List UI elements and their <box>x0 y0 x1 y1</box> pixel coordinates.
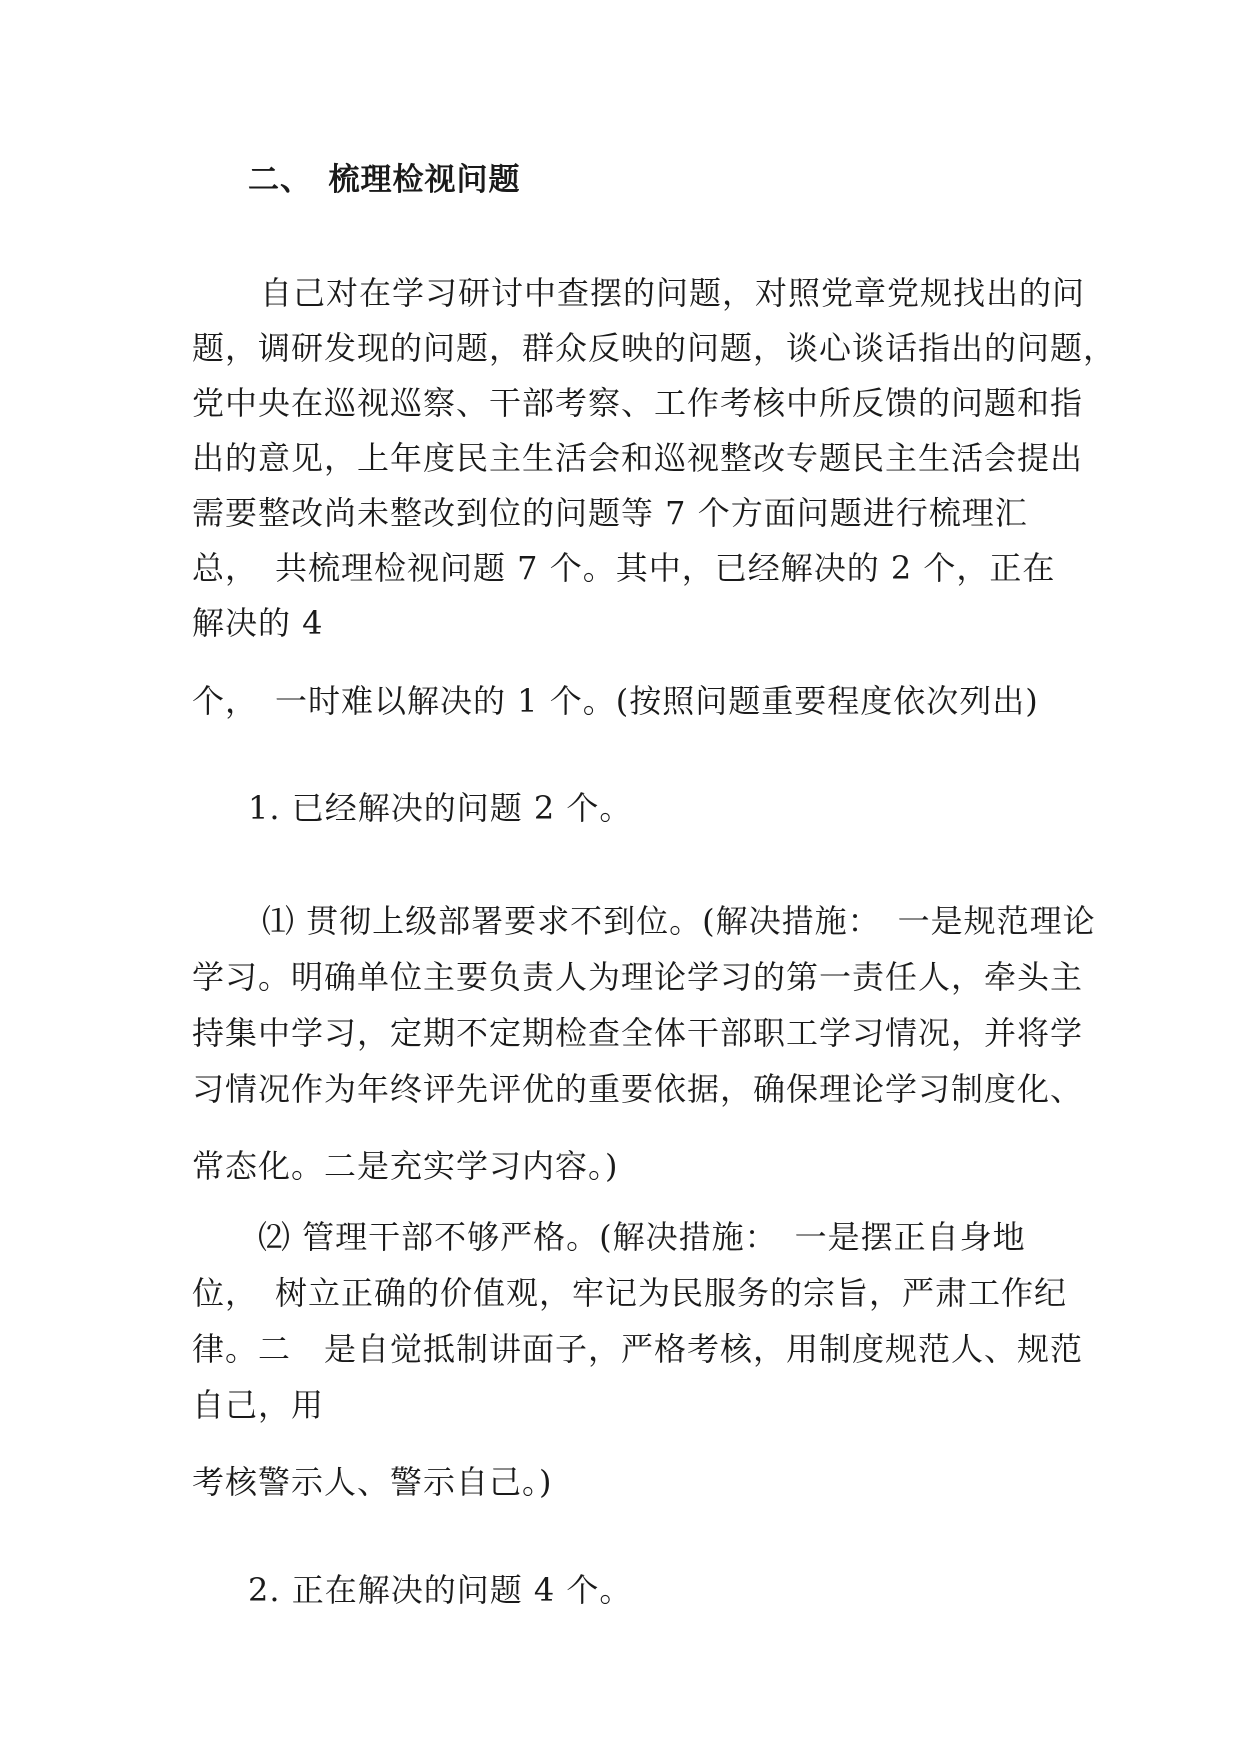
section-title: 二、 梳理检视问题 <box>248 162 521 198</box>
intro-line: 自己对在学习研讨中查摆的问题，对照党章党规找出的问 <box>260 274 1086 312</box>
item1-1-line: 学习。明确单位主要负责人为理论学习的第一责任人，牵头主 <box>192 958 1084 996</box>
item1-1-line: ⑴ 贯彻上级部署要求不到位。(解决措施： 一是规范理论 <box>262 902 1096 940</box>
item1-1-line: 持集中学习，定期不定期检查全体干部职工学习情况，并将学 <box>192 1014 1084 1052</box>
intro-line: 个， 一时难以解决的 1 个。(按照问题重要程度依次列出) <box>192 682 1039 720</box>
intro-line: 需要整改尚未整改到位的问题等 7 个方面问题进行梳理汇 <box>192 494 1028 532</box>
item1-2-line: 考核警示人、警示自己。) <box>192 1463 553 1501</box>
item1-heading: 1. 已经解决的问题 2 个。 <box>248 789 633 827</box>
item1-2-line: 自己，用 <box>192 1386 325 1424</box>
intro-line: 总， 共梳理检视问题 7 个。其中，已经解决的 2 个，正在 <box>192 549 1056 587</box>
item1-1-line: 习情况作为年终评先评优的重要依据，确保理论学习制度化、 <box>192 1070 1084 1108</box>
item1-2-line: ⑵ 管理干部不够严格。(解决措施： 一是摆正自身地 <box>258 1218 1026 1256</box>
item1-2-line: 律。二 是自觉抵制讲面子，严格考核，用制度规范人、规范 <box>192 1330 1084 1368</box>
item2-heading: 2. 正在解决的问题 4 个。 <box>248 1571 633 1609</box>
item1-2-line: 位， 树立正确的价值观，牢记为民服务的宗旨，严肃工作纪 <box>192 1274 1068 1312</box>
item1-1-line: 常态化。二是充实学习内容。) <box>192 1147 619 1185</box>
intro-line: 党中央在巡视巡察、干部考察、工作考核中所反馈的问题和指 <box>192 384 1084 422</box>
intro-line: 题，调研发现的问题，群众反映的问题，谈心谈话指出的问题， <box>192 329 1117 367</box>
intro-line: 解决的 4 <box>192 604 324 642</box>
intro-line: 出的意见，上年度民主生活会和巡视整改专题民主生活会提出 <box>192 439 1084 477</box>
